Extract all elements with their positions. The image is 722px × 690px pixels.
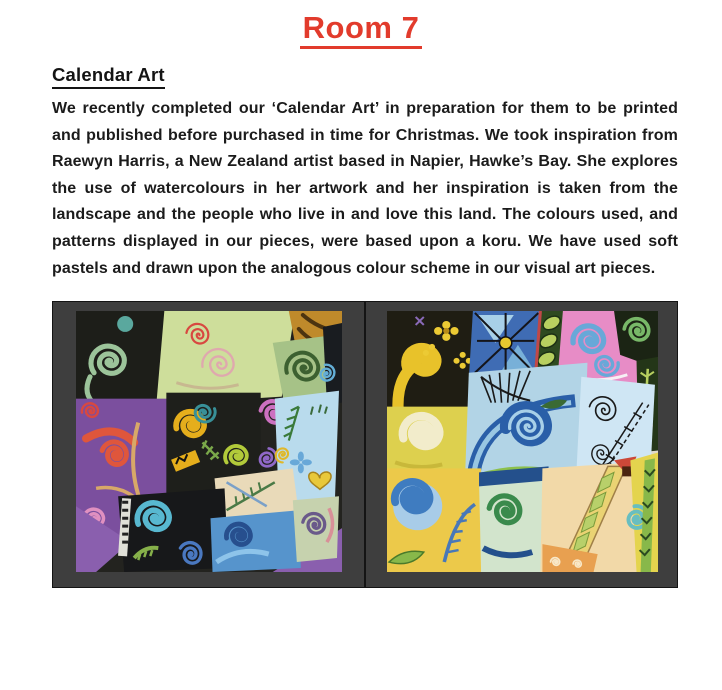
calendar-art-collage-right — [387, 311, 658, 572]
page-title: Room 7 — [300, 11, 423, 49]
calendar-art-collage-left — [76, 311, 342, 572]
photo-frame-left — [52, 301, 365, 588]
section-body-paragraph: We recently completed our ‘Calendar Art’ in preparation for them to be printed and published before purchased in time for Christmas. We took inspiration from Raewyn Harris, a New Zealand artist based in Napier, Hawke’s Bay. She explores the use of watercolours in her artwork and her inspiration is taken from the landscape and the people who live in and love this land. The colours used, and patterns displayed in our pieces, were based upon a koru. We have used soft pastels and drawn upon the analogous colour scheme in our visual art pieces. — [52, 100, 678, 277]
figure-strip — [52, 301, 678, 588]
photo-frame-right — [365, 301, 678, 588]
title-row — [0, 0, 722, 49]
section-heading-row — [52, 49, 678, 89]
section-heading: Calendar Art — [52, 64, 165, 89]
content-column — [52, 49, 678, 588]
